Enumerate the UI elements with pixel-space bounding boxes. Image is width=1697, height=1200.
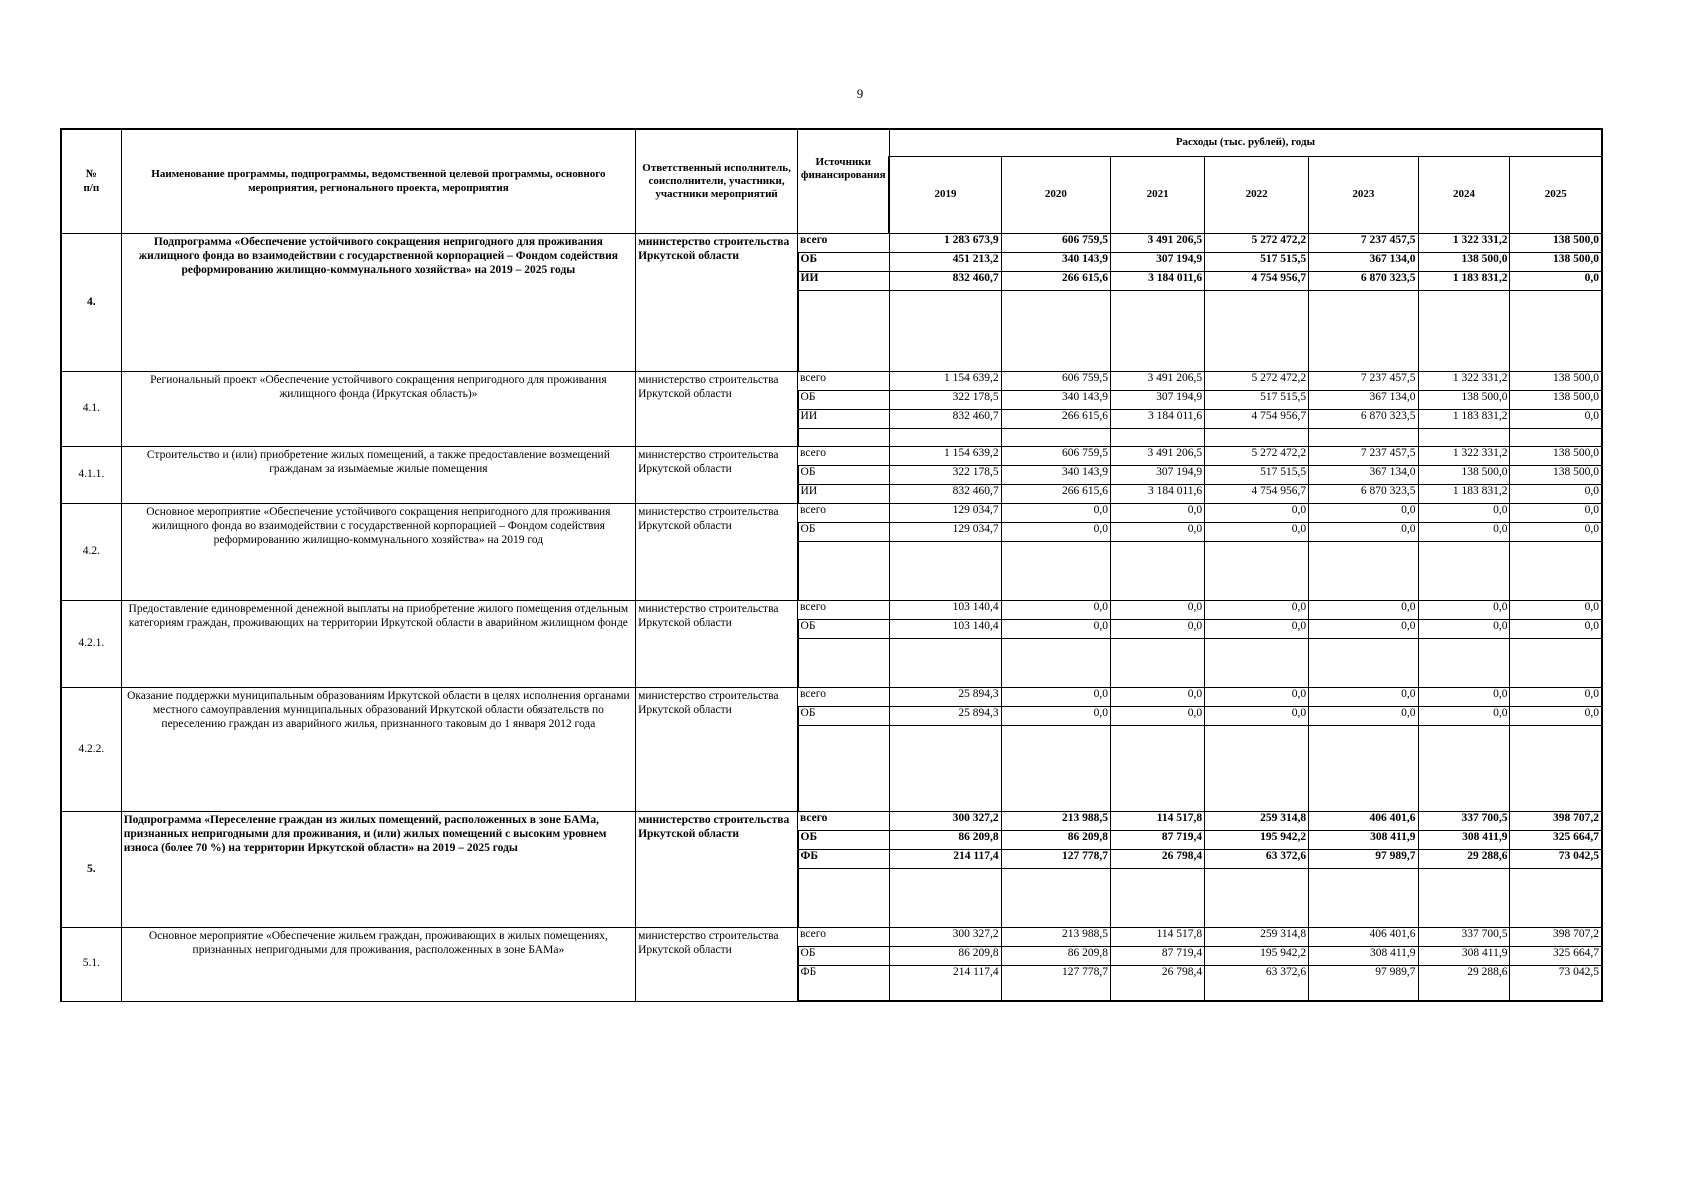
row-name: Подпрограмма «Переселение граждан из жилых помещений, расположенных в зоне БАМа, признанных непригодными для проживания, и (или) жилых помещений с высоким уровнем износа (более 70 %) на территории Иркутской области» на 2019 – 2025 годы	[121, 812, 635, 928]
row-executor: министерство строительства Иркутской области	[636, 601, 798, 688]
spacer-cell	[1001, 726, 1110, 812]
spacer-cell	[1001, 869, 1110, 928]
expense-value: 86 209,8	[889, 831, 1001, 850]
spacer-cell	[1418, 869, 1510, 928]
row-executor: министерство строительства Иркутской области	[636, 504, 798, 601]
spacer-cell	[889, 869, 1001, 928]
header-year: 2022	[1205, 157, 1309, 234]
expense-value: 259 314,8	[1205, 812, 1309, 831]
expense-value: 367 134,0	[1309, 466, 1418, 485]
expense-value: 1 183 831,2	[1418, 485, 1510, 504]
expenses-table	[60, 128, 1603, 1002]
expense-value: 7 237 457,5	[1309, 447, 1418, 466]
expense-value: 517 515,5	[1205, 253, 1309, 272]
row-number: 4.2.	[61, 504, 121, 601]
header-year: 2020	[1001, 157, 1110, 234]
row-number: 5.1.	[61, 928, 121, 1002]
expense-value: 0,0	[1418, 688, 1510, 707]
expense-value: 266 615,6	[1001, 272, 1110, 291]
expense-value: 7 237 457,5	[1309, 372, 1418, 391]
expense-value: 195 942,2	[1205, 831, 1309, 850]
funding-source: ФБ	[798, 850, 890, 869]
expense-value: 0,0	[1309, 620, 1418, 639]
expense-value: 308 411,9	[1418, 947, 1510, 966]
expense-value: 4 754 956,7	[1205, 410, 1309, 429]
expense-value: 129 034,7	[889, 504, 1001, 523]
expense-value: 1 183 831,2	[1418, 410, 1510, 429]
expense-value: 5 272 472,2	[1205, 447, 1309, 466]
spacer-cell	[889, 542, 1001, 601]
row-executor: министерство строительства Иркутской области	[636, 928, 798, 1002]
expense-value: 0,0	[1418, 620, 1510, 639]
spacer-cell	[1510, 639, 1602, 688]
spacer-cell	[1418, 726, 1510, 812]
row-number: 4.	[61, 234, 121, 372]
funding-source: ИИ	[798, 485, 890, 504]
spacer-cell	[1418, 639, 1510, 688]
row-executor: министерство строительства Иркутской области	[636, 812, 798, 928]
funding-source: ОБ	[798, 523, 890, 542]
header-year: 2024	[1418, 157, 1510, 234]
page-number: 9	[856, 86, 864, 101]
row-number: 4.2.1.	[61, 601, 121, 688]
table-row	[61, 601, 1602, 620]
table-row	[61, 928, 1602, 947]
expense-value: 138 500,0	[1418, 466, 1510, 485]
spacer-cell	[1001, 542, 1110, 601]
funding-source: ОБ	[798, 831, 890, 850]
expense-value: 0,0	[1001, 688, 1110, 707]
expense-value: 340 143,9	[1001, 466, 1110, 485]
expense-value: 138 500,0	[1510, 447, 1602, 466]
expense-value: 0,0	[1111, 523, 1205, 542]
row-name: Предоставление единовременной денежной выплаты на приобретение жилого помещения отдельным категориям граждан, проживающих на территории Иркутской области в аварийном жилищном фонде	[121, 601, 635, 688]
expense-value: 138 500,0	[1510, 391, 1602, 410]
expense-value: 129 034,7	[889, 523, 1001, 542]
expense-value: 266 615,6	[1001, 410, 1110, 429]
expense-value: 114 517,8	[1111, 928, 1205, 947]
row-name: Оказание поддержки муниципальным образованиям Иркутской области в целях исполнения органами местного самоуправления муниципальных образований Иркутской области обязательств по переселению граждан из аварийного жилья, признанного таковым до 1 января 2012 года	[121, 688, 635, 812]
expense-value: 0,0	[1418, 707, 1510, 726]
expense-value: 0,0	[1510, 620, 1602, 639]
expense-value: 832 460,7	[889, 272, 1001, 291]
expense-value: 3 491 206,5	[1111, 234, 1205, 253]
expense-value: 3 491 206,5	[1111, 372, 1205, 391]
expense-value: 0,0	[1510, 504, 1602, 523]
expense-value: 0,0	[1205, 688, 1309, 707]
expense-value: 138 500,0	[1510, 234, 1602, 253]
expense-value: 138 500,0	[1418, 253, 1510, 272]
expense-value: 87 719,4	[1111, 947, 1205, 966]
header-year: 2025	[1510, 157, 1602, 234]
spacer-cell	[1510, 726, 1602, 812]
expense-value: 6 870 323,5	[1309, 410, 1418, 429]
spacer-cell	[1309, 726, 1418, 812]
expense-value: 0,0	[1205, 523, 1309, 542]
expense-value: 214 117,4	[889, 850, 1001, 869]
expense-value: 138 500,0	[1510, 372, 1602, 391]
expense-value: 340 143,9	[1001, 391, 1110, 410]
expense-value: 213 988,5	[1001, 928, 1110, 947]
expense-value: 0,0	[1205, 601, 1309, 620]
table-row	[61, 234, 1602, 253]
expense-value: 0,0	[1510, 272, 1602, 291]
spacer-cell	[1309, 291, 1418, 372]
funding-source: всего	[798, 234, 890, 253]
header-executor: Ответственный исполнитель, соисполнители, участники, участники мероприятий	[636, 129, 798, 234]
funding-source: ОБ	[798, 620, 890, 639]
expense-value: 0,0	[1001, 523, 1110, 542]
expense-value: 25 894,3	[889, 707, 1001, 726]
spacer-cell	[1510, 429, 1602, 447]
spacer-cell	[1111, 291, 1205, 372]
funding-source: ФБ	[798, 966, 890, 1002]
spacer-cell	[798, 542, 890, 601]
header-expenses-group: Расходы (тыс. рублей), годы	[889, 129, 1602, 157]
row-name: Региональный проект «Обеспечение устойчивого сокращения непригодного для проживания жилищного фонда (Иркутская область)»	[121, 372, 635, 447]
expense-value: 1 322 331,2	[1418, 234, 1510, 253]
expense-value: 0,0	[1510, 601, 1602, 620]
header-name: Наименование программы, подпрограммы, ведомственной целевой программы, основного мероприятия, регионального проекта, мероприятия	[121, 129, 635, 234]
expense-value: 606 759,5	[1001, 234, 1110, 253]
expense-value: 517 515,5	[1205, 391, 1309, 410]
header-source: Источники финансирования	[798, 129, 890, 234]
funding-source: всего	[798, 504, 890, 523]
expense-value: 340 143,9	[1001, 253, 1110, 272]
header-num: № п/п	[61, 129, 121, 234]
funding-source: ОБ	[798, 947, 890, 966]
row-executor: министерство строительства Иркутской области	[636, 447, 798, 504]
spacer-cell	[798, 726, 890, 812]
row-name: Строительство и (или) приобретение жилых помещений, а также предоставление возмещений гражданам за изымаемые жилые помещения	[121, 447, 635, 504]
expense-value: 367 134,0	[1309, 391, 1418, 410]
expense-value: 398 707,2	[1510, 928, 1602, 947]
expense-value: 1 154 639,2	[889, 447, 1001, 466]
funding-source: всего	[798, 601, 890, 620]
expense-value: 0,0	[1111, 504, 1205, 523]
expense-value: 63 372,6	[1205, 966, 1309, 1002]
expense-value: 832 460,7	[889, 410, 1001, 429]
spacer-cell	[889, 726, 1001, 812]
expense-value: 398 707,2	[1510, 812, 1602, 831]
expense-value: 73 042,5	[1510, 850, 1602, 869]
expense-value: 5 272 472,2	[1205, 234, 1309, 253]
spacer-cell	[1418, 542, 1510, 601]
expense-value: 606 759,5	[1001, 447, 1110, 466]
expense-value: 0,0	[1205, 707, 1309, 726]
expense-value: 451 213,2	[889, 253, 1001, 272]
expense-value: 3 491 206,5	[1111, 447, 1205, 466]
funding-source: всего	[798, 372, 890, 391]
expense-value: 214 117,4	[889, 966, 1001, 1002]
table-row	[61, 812, 1602, 831]
funding-source: ИИ	[798, 272, 890, 291]
spacer-cell	[889, 291, 1001, 372]
expense-value: 1 283 673,9	[889, 234, 1001, 253]
expense-value: 0,0	[1418, 601, 1510, 620]
expense-value: 322 178,5	[889, 391, 1001, 410]
expense-value: 25 894,3	[889, 688, 1001, 707]
spacer-cell	[1001, 639, 1110, 688]
expense-value: 5 272 472,2	[1205, 372, 1309, 391]
spacer-cell	[1205, 726, 1309, 812]
expense-value: 0,0	[1111, 601, 1205, 620]
expense-value: 0,0	[1001, 504, 1110, 523]
expense-value: 3 184 011,6	[1111, 485, 1205, 504]
expense-value: 406 401,6	[1309, 928, 1418, 947]
row-number: 4.1.1.	[61, 447, 121, 504]
expense-value: 337 700,5	[1418, 928, 1510, 947]
expense-value: 0,0	[1309, 504, 1418, 523]
expense-value: 213 988,5	[1001, 812, 1110, 831]
spacer-cell	[798, 429, 890, 447]
funding-source: всего	[798, 812, 890, 831]
expense-value: 6 870 323,5	[1309, 485, 1418, 504]
spacer-cell	[889, 429, 1001, 447]
spacer-cell	[1309, 429, 1418, 447]
expense-value: 0,0	[1510, 485, 1602, 504]
expense-value: 3 184 011,6	[1111, 410, 1205, 429]
expense-value: 0,0	[1001, 601, 1110, 620]
expense-value: 127 778,7	[1001, 966, 1110, 1002]
expense-value: 0,0	[1001, 707, 1110, 726]
spacer-cell	[1309, 869, 1418, 928]
expense-value: 606 759,5	[1001, 372, 1110, 391]
expense-value: 26 798,4	[1111, 966, 1205, 1002]
expense-value: 0,0	[1510, 707, 1602, 726]
funding-source: всего	[798, 447, 890, 466]
header-year: 2019	[889, 157, 1001, 234]
expense-value: 0,0	[1205, 620, 1309, 639]
spacer-cell	[1418, 291, 1510, 372]
funding-source: ИИ	[798, 410, 890, 429]
funding-source: ОБ	[798, 466, 890, 485]
expense-value: 138 500,0	[1510, 253, 1602, 272]
spacer-cell	[1111, 429, 1205, 447]
expense-value: 138 500,0	[1510, 466, 1602, 485]
expense-value: 0,0	[1418, 504, 1510, 523]
expense-value: 86 209,8	[1001, 947, 1110, 966]
expense-value: 114 517,8	[1111, 812, 1205, 831]
spacer-cell	[1510, 869, 1602, 928]
table-header	[61, 129, 1602, 234]
spacer-cell	[1001, 291, 1110, 372]
expense-value: 103 140,4	[889, 620, 1001, 639]
spacer-cell	[798, 639, 890, 688]
expense-value: 300 327,2	[889, 928, 1001, 947]
table-row	[61, 688, 1602, 707]
row-number: 4.2.2.	[61, 688, 121, 812]
expense-value: 103 140,4	[889, 601, 1001, 620]
expense-value: 0,0	[1510, 410, 1602, 429]
expense-value: 3 184 011,6	[1111, 272, 1205, 291]
spacer-cell	[1205, 639, 1309, 688]
expense-value: 308 411,9	[1309, 947, 1418, 966]
expense-value: 517 515,5	[1205, 466, 1309, 485]
spacer-cell	[1111, 542, 1205, 601]
expense-value: 0,0	[1510, 523, 1602, 542]
header-year: 2021	[1111, 157, 1205, 234]
expense-value: 0,0	[1001, 620, 1110, 639]
table-row	[61, 504, 1602, 523]
expense-value: 308 411,9	[1418, 831, 1510, 850]
table-body	[61, 234, 1602, 1002]
expense-value: 367 134,0	[1309, 253, 1418, 272]
spacer-cell	[1205, 429, 1309, 447]
header-year: 2023	[1309, 157, 1418, 234]
spacer-cell	[1418, 429, 1510, 447]
row-executor: министерство строительства Иркутской области	[636, 372, 798, 447]
expense-value: 0,0	[1309, 523, 1418, 542]
expense-value: 4 754 956,7	[1205, 272, 1309, 291]
row-executor: министерство строительства Иркутской области	[636, 688, 798, 812]
spacer-cell	[1111, 869, 1205, 928]
expense-value: 406 401,6	[1309, 812, 1418, 831]
expense-value: 1 322 331,2	[1418, 372, 1510, 391]
expense-value: 4 754 956,7	[1205, 485, 1309, 504]
spacer-cell	[1205, 869, 1309, 928]
expense-value: 308 411,9	[1309, 831, 1418, 850]
row-name: Основное мероприятие «Обеспечение устойчивого сокращения непригодного для проживания жилищного фонда во взаимодействии с государственной корпорацией – Фондом содействия реформированию жилищно-коммунального хозяйства» на 2019 год	[121, 504, 635, 601]
spacer-cell	[1001, 429, 1110, 447]
expense-value: 87 719,4	[1111, 831, 1205, 850]
expense-value: 6 870 323,5	[1309, 272, 1418, 291]
expense-value: 86 209,8	[889, 947, 1001, 966]
expense-value: 0,0	[1510, 688, 1602, 707]
expense-value: 266 615,6	[1001, 485, 1110, 504]
expense-value: 300 327,2	[889, 812, 1001, 831]
expense-value: 1 322 331,2	[1418, 447, 1510, 466]
spacer-cell	[1510, 291, 1602, 372]
funding-source: ОБ	[798, 253, 890, 272]
row-number: 5.	[61, 812, 121, 928]
spacer-cell	[1205, 291, 1309, 372]
row-executor: министерство строительства Иркутской области	[636, 234, 798, 372]
row-name: Подпрограмма «Обеспечение устойчивого сокращения непригодного для проживания жилищного фонда во взаимодействии с государственной корпорацией – Фондом содействия реформированию жилищно-коммунального хозяйства» на 2019 – 2025 годы	[121, 234, 635, 372]
expense-value: 138 500,0	[1418, 391, 1510, 410]
funding-source: ОБ	[798, 391, 890, 410]
expense-value: 832 460,7	[889, 485, 1001, 504]
spacer-cell	[1309, 542, 1418, 601]
spacer-cell	[798, 869, 890, 928]
expense-value: 0,0	[1111, 707, 1205, 726]
funding-source: ОБ	[798, 707, 890, 726]
spacer-cell	[889, 639, 1001, 688]
expense-value: 325 664,7	[1510, 947, 1602, 966]
expense-value: 0,0	[1111, 688, 1205, 707]
spacer-cell	[1205, 542, 1309, 601]
spacer-cell	[1111, 726, 1205, 812]
expense-value: 0,0	[1309, 707, 1418, 726]
expense-value: 127 778,7	[1001, 850, 1110, 869]
expense-value: 0,0	[1418, 523, 1510, 542]
table-row	[61, 447, 1602, 466]
spacer-cell	[1309, 639, 1418, 688]
expense-value: 195 942,2	[1205, 947, 1309, 966]
funding-source: всего	[798, 928, 890, 947]
funding-source: всего	[798, 688, 890, 707]
expense-value: 325 664,7	[1510, 831, 1602, 850]
row-name: Основное мероприятие «Обеспечение жильем граждан, проживающих в жилых помещениях, признанных непригодными для проживания, расположенных в зоне БАМа»	[121, 928, 635, 1002]
expense-value: 29 288,6	[1418, 850, 1510, 869]
expense-value: 322 178,5	[889, 466, 1001, 485]
expense-value: 1 183 831,2	[1418, 272, 1510, 291]
expense-value: 337 700,5	[1418, 812, 1510, 831]
spacer-cell	[1510, 542, 1602, 601]
expense-value: 307 194,9	[1111, 391, 1205, 410]
expense-value: 86 209,8	[1001, 831, 1110, 850]
expense-value: 1 154 639,2	[889, 372, 1001, 391]
expense-value: 307 194,9	[1111, 466, 1205, 485]
row-number: 4.1.	[61, 372, 121, 447]
expense-value: 63 372,6	[1205, 850, 1309, 869]
expense-value: 0,0	[1111, 620, 1205, 639]
expense-value: 97 989,7	[1309, 966, 1418, 1002]
expense-value: 0,0	[1309, 688, 1418, 707]
table-row	[61, 372, 1602, 391]
expense-value: 29 288,6	[1418, 966, 1510, 1002]
expense-value: 307 194,9	[1111, 253, 1205, 272]
expense-value: 259 314,8	[1205, 928, 1309, 947]
expense-value: 73 042,5	[1510, 966, 1602, 1002]
spacer-cell	[1111, 639, 1205, 688]
expense-value: 0,0	[1205, 504, 1309, 523]
spacer-cell	[798, 291, 890, 372]
expense-value: 26 798,4	[1111, 850, 1205, 869]
expense-value: 7 237 457,5	[1309, 234, 1418, 253]
expense-value: 97 989,7	[1309, 850, 1418, 869]
expense-value: 0,0	[1309, 601, 1418, 620]
